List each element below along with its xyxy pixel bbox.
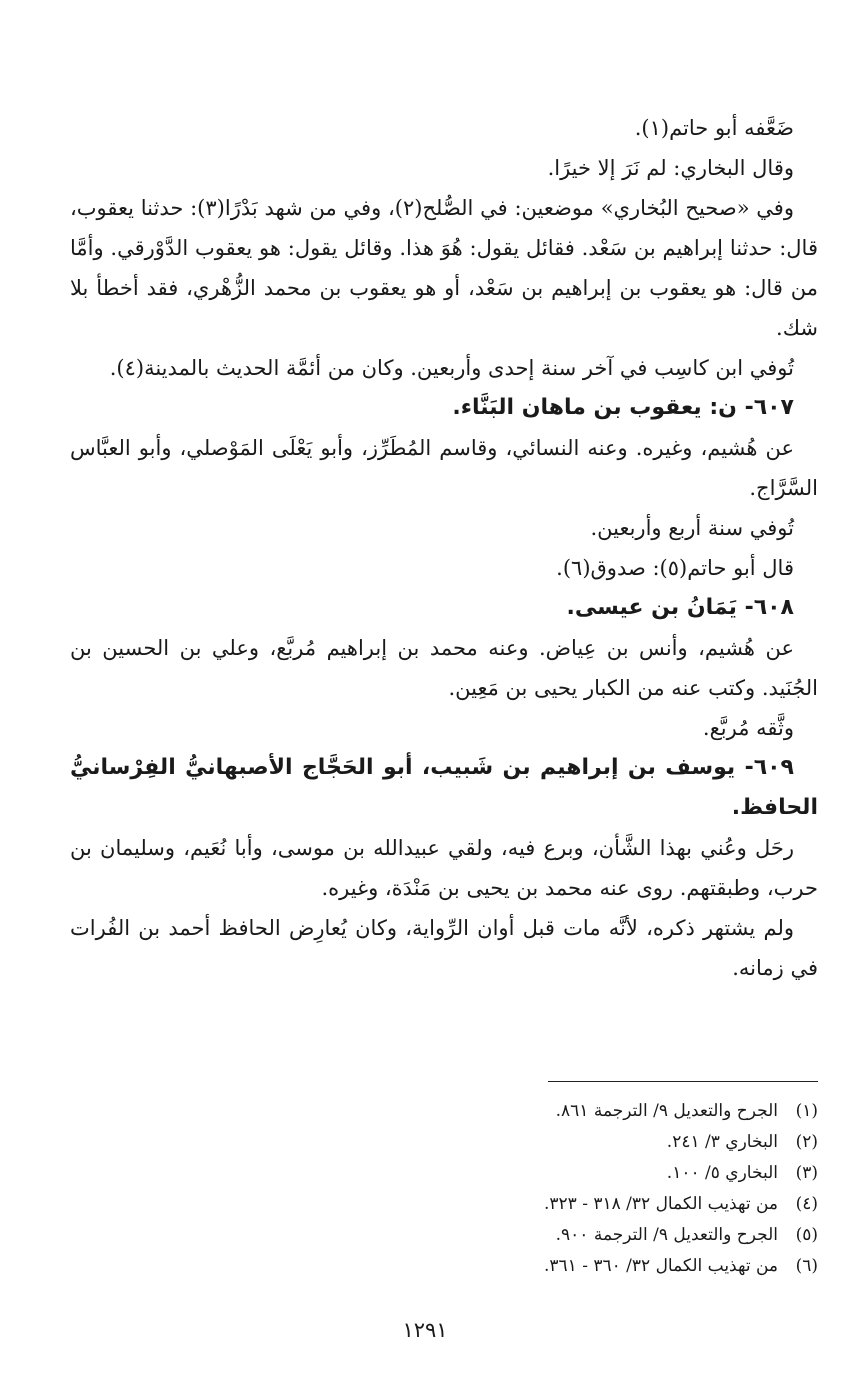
paragraph: تُوفي سنة أربع وأربعين.: [590, 516, 794, 540]
footnote-item: [300, 1096, 818, 1127]
paragraph: رحَل وعُني بهذا الشَّأن، وبرع فيه، ولقي عبيدالله بن موسى، وأبا نُعَيم، وسليمان بن حرب، وطبقتهم. روى عنه محمد بن يحيى بن مَنْدَة، وغيره.: [70, 836, 818, 900]
footnote-text: من تهذيب الكمال ٣٢/ ٣٦٠ - ٣٦١.: [543, 1256, 778, 1276]
entry-heading: ٦٠٧- ن: يعقوب بن ماهان البَنَّاء.: [452, 395, 794, 420]
paragraph: تُوفي ابن كاسِب في آخر سنة إحدى وأربعين. وكان من أئمَّة الحديث بالمدينة(٤).: [109, 356, 794, 380]
footnote-number: (٦): [795, 1256, 818, 1276]
footnote-item: [300, 1189, 818, 1220]
footnote-text: من تهذيب الكمال ٣٢/ ٣١٨ - ٣٢٣.: [543, 1194, 778, 1214]
paragraph: ولم يشتهر ذكره، لأنَّه مات قبل أوان الرِّواية، وكان يُعارِض الحافظ أحمد بن الفُرات في زمانه.: [70, 916, 818, 980]
main-text: [70, 108, 818, 988]
entry-heading: ٦٠٨- يَمَانُ بن عيسى.: [566, 595, 794, 620]
footnotes: [300, 1096, 818, 1282]
entry-heading: ٦٠٩- يوسف بن إبراهيم بن شَبيب، أبو الحَجَّاج الأصبهانيُّ الفِرْسانيُّ الحافظ.: [70, 755, 818, 820]
page-number: ١٢٩١: [402, 1318, 448, 1342]
paragraph: عن هُشيم، وغيره. وعنه النسائي، وقاسم المُطَرِّز، وأبو يَعْلَى المَوْصلي، وأبو العبَّاس السَّرَّاج.: [70, 436, 818, 500]
paragraph: وثَّقه مُربَّع.: [702, 716, 794, 740]
footnote-text: البخاري ٥/ ١٠٠.: [666, 1163, 778, 1183]
footnote-number: (٢): [795, 1132, 818, 1152]
footnote-item: [300, 1251, 818, 1282]
footnote-text: الجرح والتعديل ٩/ الترجمة ٨٦١.: [555, 1101, 778, 1121]
footnote-number: (٥): [795, 1225, 818, 1245]
paragraph: قال أبو حاتم(٥): صدوق(٦).: [556, 556, 794, 580]
footnote-number: (٣): [795, 1163, 818, 1183]
footnote-item: [300, 1127, 818, 1158]
footnote-divider: [548, 1081, 818, 1082]
paragraph: وفي «صحيح البُخاري» موضعين: في الصُّلح(٢)، وفي من شهد بَدْرًا(٣): حدثنا يعقوب، قال: حدثنا إبراهيم بن سَعْد. فقائل يقول: هُوَ هذا. وقائل يقول: هو يعقوب الدَّوْرقي. وأمَّا من قال: هو يعقوب بن إبراهيم بن سَعْد، أو هو يعقوب بن محمد الزُّهْري، فقد أخطأ بلا شك.: [70, 196, 818, 340]
footnote-text: الجرح والتعديل ٩/ الترجمة ٩٠٠.: [555, 1225, 778, 1245]
footnote-number: (٤): [795, 1194, 818, 1214]
paragraph: ضَعَّفه أبو حاتم(١).: [634, 116, 794, 140]
paragraph: وقال البخاري: لم نَرَ إلا خيرًا.: [547, 156, 794, 180]
footnote-item: [300, 1220, 818, 1251]
paragraph: عن هُشيم، وأنس بن عِياض. وعنه محمد بن إبراهيم مُربَّع، وعلي بن الحسين بن الجُنَيد. وكتب عنه من الكبار يحيى بن مَعِين.: [70, 636, 818, 700]
footnote-number: (١): [795, 1101, 818, 1121]
footnote-item: [300, 1158, 818, 1189]
footnote-text: البخاري ٣/ ٢٤١.: [666, 1132, 778, 1152]
